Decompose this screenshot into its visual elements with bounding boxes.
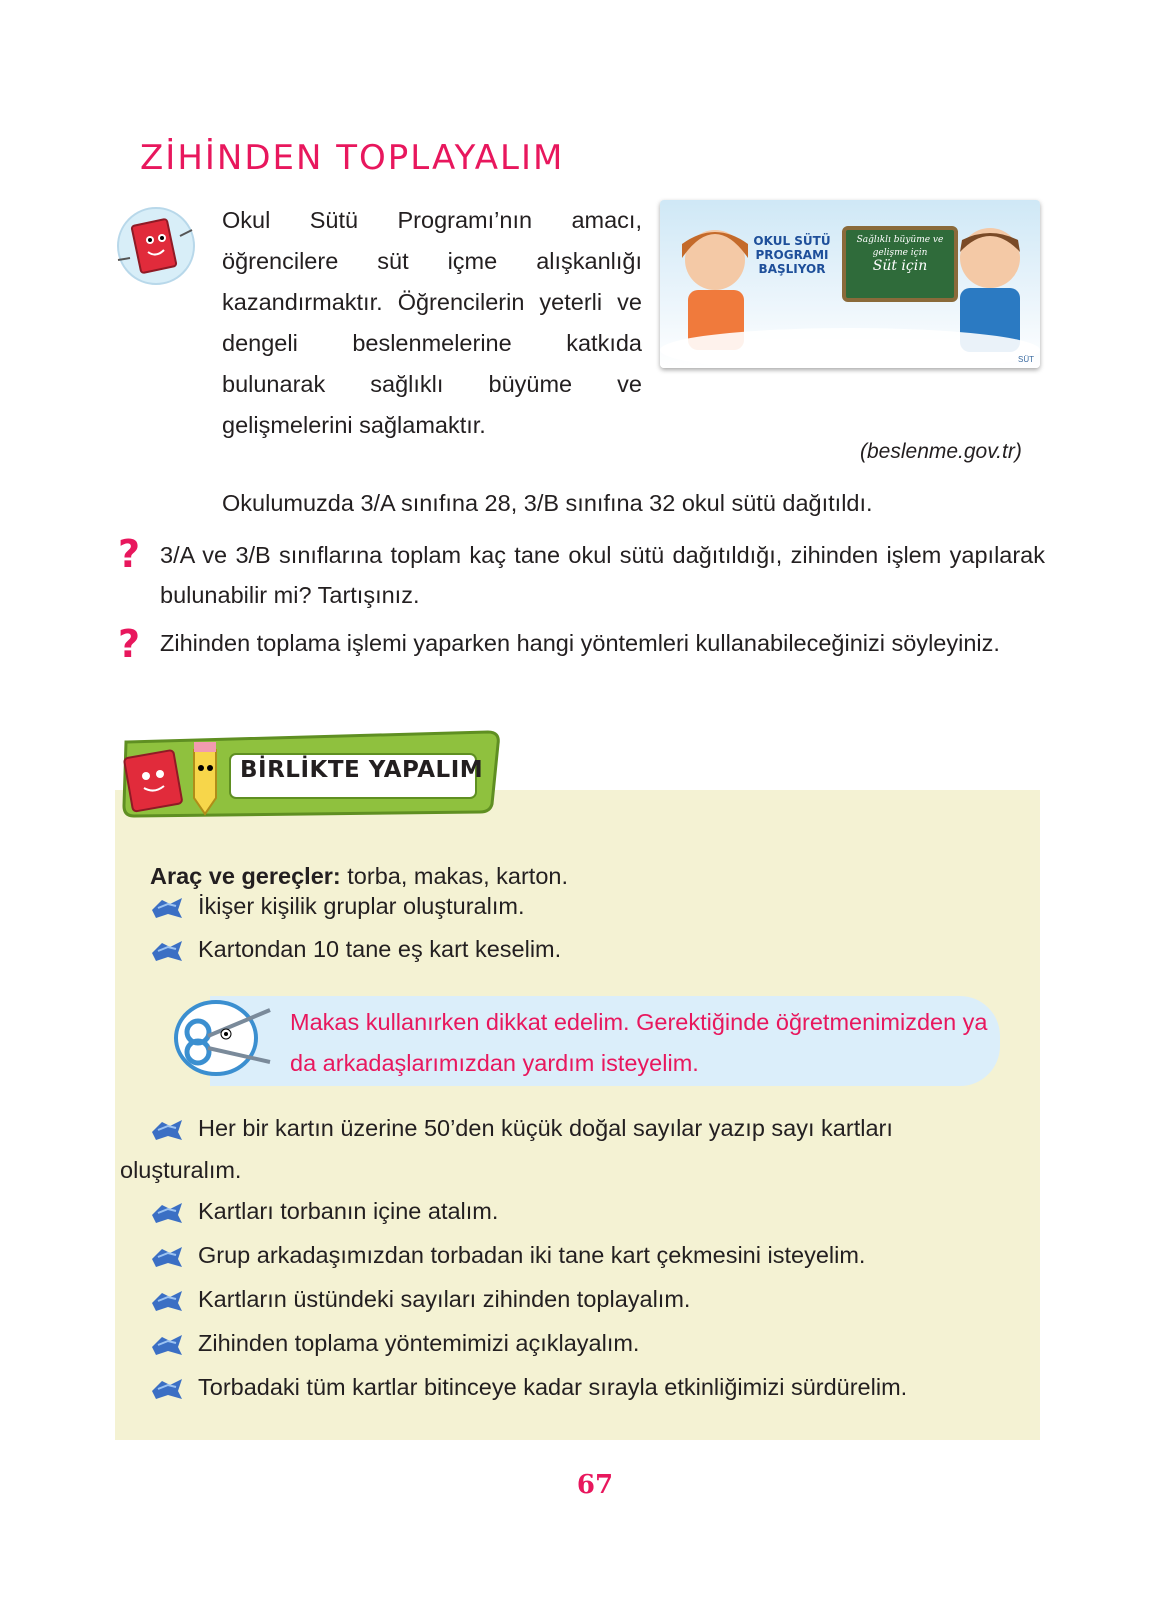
- blue-bullet-icon: [150, 939, 184, 963]
- scissors-icon: [168, 996, 276, 1080]
- board-text-line2: gelişme için: [872, 248, 928, 258]
- blue-bullet-icon: [150, 1289, 184, 1313]
- question-1: 3/A ve 3/B sınıflarına toplam kaç tane okul sütü dağıtıldığı, zihinden işlem yapılarak bulunabilir mi? Tartışınız.: [160, 542, 1045, 608]
- section-title: ZİHİNDEN TOPLAYALIM: [140, 138, 565, 178]
- step-item-long-line1: Her bir kartın üzerine 50’den küçük doğal sayılar yazıp sayı kartları: [198, 1115, 893, 1141]
- question-mark-icon: ?: [118, 532, 141, 576]
- board-text-line3: Süt için: [872, 258, 928, 274]
- intro-paragraph: Okul Sütü Programı’nın amacı, öğrencilere süt içme alışkanlığı kazandırmaktır. Öğrencilerin yeterli ve dengeli beslenmelerine katkıda bulunarak sağlıklı büyüme ve gelişmelerini sağlamaktır.: [222, 207, 642, 438]
- banner-corner-logo: SÜT: [1018, 355, 1034, 364]
- step-item: Torbadaki tüm kartlar bitinceye kadar sırayla etkinliğimizi sürdürelim.: [198, 1374, 908, 1400]
- step-item: Kartondan 10 tane eş kart keselim.: [198, 936, 562, 962]
- question-mark-icon: ?: [118, 622, 141, 666]
- blue-bullet-icon: [150, 1333, 184, 1357]
- blue-bullet-icon: [150, 896, 184, 920]
- notebook-mascot-icon: [108, 200, 196, 292]
- step-item: İkişer kişilik gruplar oluşturalım.: [198, 893, 525, 919]
- banner-title-line1: OKUL SÜTÜ: [753, 234, 831, 248]
- blue-bullet-icon: [150, 1118, 184, 1142]
- step-item: Kartların üstündeki sayıları zihinden toplayalım.: [198, 1286, 691, 1312]
- banner-title-line3: BAŞLIYOR: [758, 262, 826, 276]
- page-number: 67: [576, 1470, 614, 1500]
- banner-children-illustration: [660, 200, 1040, 368]
- milk-program-banner: [660, 200, 1040, 368]
- blue-bullet-icon: [150, 1201, 184, 1225]
- board-text-line1: Sağlıklı büyüme ve: [856, 235, 944, 245]
- blue-bullet-icon: [150, 1377, 184, 1401]
- banner-title-line2: PROGRAMI: [755, 248, 829, 262]
- class-milk-paragraph: Okulumuzda 3/A sınıfına 28, 3/B sınıfına 32 okul sütü dağıtıldı.: [222, 490, 873, 516]
- step-item: Kartları torbanın içine atalım.: [198, 1198, 499, 1224]
- tools-label: Araç ve gereçler:: [150, 863, 341, 889]
- step-item: Grup arkadaşımızdan torbadan iki tane kart çekmesini isteyelim.: [198, 1242, 866, 1268]
- step-item-long-line2: oluşturalım.: [120, 1157, 242, 1183]
- step-item: Zihinden toplama yöntemimizi açıklayalım.: [198, 1330, 640, 1356]
- activity-title: BİRLİKTE YAPALIM: [240, 757, 484, 783]
- tools-line: [150, 863, 568, 890]
- safety-warning-text: Makas kullanırken dikkat edelim. Gerektiğinde öğretmenimizden ya da arkadaşlarımızdan yardım isteyelim.: [290, 1009, 988, 1076]
- question-2: Zihinden toplama işlemi yaparken hangi yöntemleri kullanabileceğinizi söyleyiniz.: [160, 630, 1000, 656]
- source-citation: (beslenme.gov.tr): [860, 440, 1022, 463]
- tools-value: torba, makas, karton.: [340, 863, 569, 889]
- blue-bullet-icon: [150, 1245, 184, 1269]
